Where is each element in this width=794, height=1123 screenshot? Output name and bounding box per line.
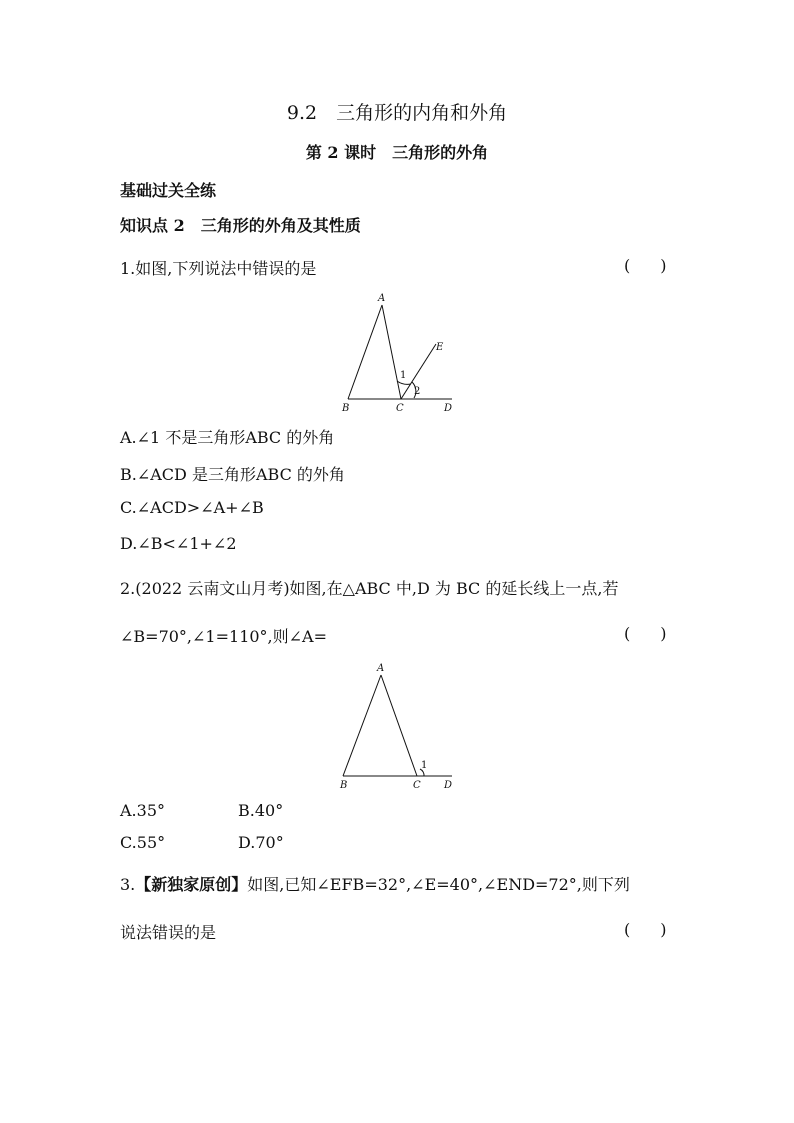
q1-label-d: D <box>444 403 453 414</box>
paren-open: ( <box>624 624 631 643</box>
q3-stem-rest: 如图,已知∠EFB=32°,∠E=40°,∠END=72°,则下列 <box>247 875 630 894</box>
q3-number: 3. <box>120 875 136 894</box>
q1-option-d: D.∠B<∠1+∠2 <box>120 534 237 553</box>
q1-answer-blank <box>624 256 667 275</box>
q1-stem: 1.如图,下列说法中错误的是 <box>120 259 317 278</box>
q2-label-b: B <box>340 780 348 791</box>
q2-stem-line1: 2.(2022 云南文山月考)如图,在△ABC 中,D 为 BC 的延长线上一点,若 <box>120 579 619 598</box>
paren-close: ) <box>660 920 667 939</box>
q1-option-a: A.∠1 不是三角形ABC 的外角 <box>120 428 335 447</box>
q1-label-c: C <box>396 403 404 414</box>
q1-side-ab <box>348 305 382 399</box>
q2-stem-line2: ∠B=70°,∠1=110°,则∠A= <box>120 627 328 646</box>
q2-side-ab <box>343 675 381 776</box>
q3-stem-line2: 说法错误的是 <box>120 923 217 942</box>
paren-open: ( <box>624 256 631 275</box>
q2-label-d: D <box>444 780 453 791</box>
section-knowledge-point: 知识点 2 三角形的外角及其性质 <box>120 216 361 235</box>
q2-figure <box>330 658 470 794</box>
q3-stem-line1 <box>120 872 630 895</box>
page-title: 9.2 三角形的内角和外角 <box>286 102 508 124</box>
q1-label-a: A <box>378 293 386 304</box>
q1-label-b: B <box>342 403 350 414</box>
q1-label-angle1: 1 <box>400 370 407 381</box>
paren-open: ( <box>624 920 631 939</box>
q2-label-angle1: 1 <box>421 760 428 771</box>
q2-side-ac <box>381 675 417 776</box>
q1-figure <box>330 288 470 414</box>
q2-option-b: B.40° <box>238 801 284 820</box>
q3-tag: 【新独家原创】 <box>135 875 248 894</box>
q1-option-b: B.∠ACD 是三角形ABC 的外角 <box>120 465 345 484</box>
q1-side-ac <box>382 305 401 399</box>
q2-option-c: C.55° <box>120 833 166 852</box>
q1-label-e: E <box>436 342 444 353</box>
q1-angle1-arc <box>397 381 411 384</box>
q2-label-c: C <box>413 780 421 791</box>
q2-option-d: D.70° <box>238 833 284 852</box>
section-practice: 基础过关全练 <box>120 181 217 200</box>
q3-answer-blank <box>624 920 667 939</box>
q2-label-a: A <box>377 663 385 674</box>
q2-option-a: A.35° <box>120 801 165 820</box>
q1-option-c: C.∠ACD>∠A+∠B <box>120 498 264 517</box>
q2-answer-blank <box>624 624 667 643</box>
paren-close: ) <box>660 624 667 643</box>
q1-label-angle2: 2 <box>414 386 421 397</box>
paren-close: ) <box>660 256 667 275</box>
lesson-subtitle: 第 2 课时 三角形的外角 <box>305 143 489 162</box>
